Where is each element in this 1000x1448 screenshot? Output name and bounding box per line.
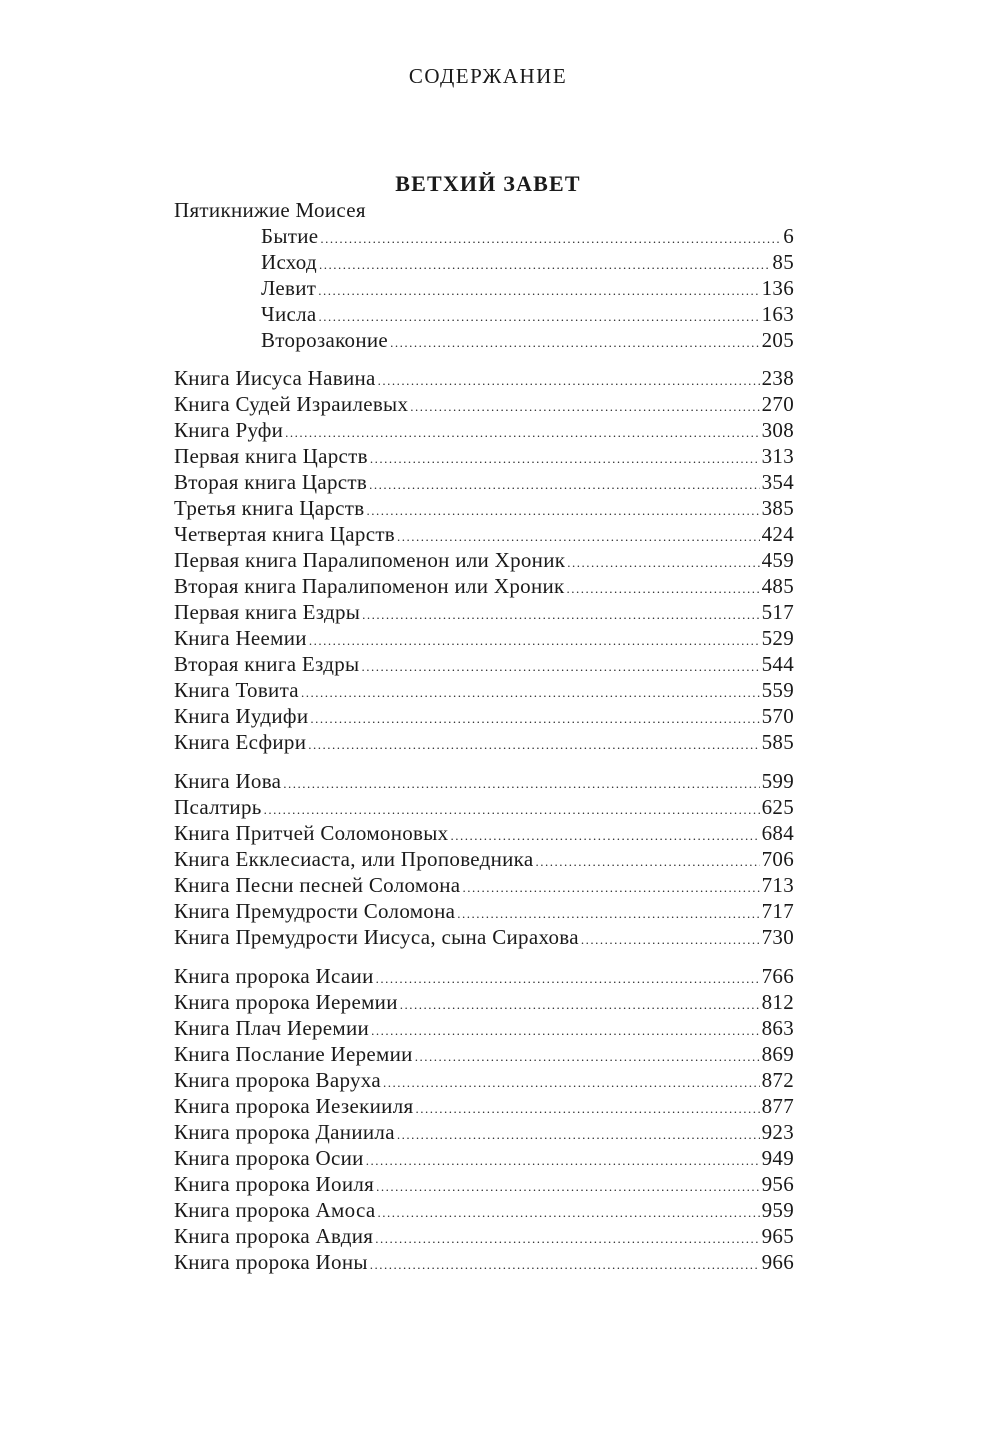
- toc-entry-page: 684: [761, 821, 794, 845]
- dot-leader: [310, 706, 759, 732]
- toc-entry-page: 559: [761, 678, 794, 702]
- toc-entry-page: 459: [761, 548, 794, 572]
- toc-entry[interactable]: [174, 794, 794, 820]
- dot-leader: [415, 1044, 760, 1070]
- dot-leader: [362, 602, 759, 628]
- dot-leader: [370, 446, 760, 472]
- toc-entry-page: 585: [761, 730, 794, 754]
- toc-entry-title: Книга Иудифи: [174, 704, 309, 728]
- toc-entry-page: 163: [761, 302, 794, 326]
- toc-entry-title: Книга Притчей Соломоновых: [174, 821, 449, 845]
- toc-entry[interactable]: [174, 1171, 794, 1197]
- toc-entry-title: Вторая книга Паралипоменон или Хроник: [174, 574, 565, 598]
- dot-leader: [320, 226, 781, 252]
- dot-leader: [462, 875, 759, 901]
- toc-entry[interactable]: [174, 417, 794, 443]
- toc-entry-page: 136: [761, 276, 794, 300]
- toc-entry[interactable]: [261, 223, 794, 249]
- dot-leader: [366, 1148, 760, 1174]
- toc-entry[interactable]: [174, 1223, 794, 1249]
- dot-leader: [567, 576, 760, 602]
- toc-entry-title: Книга Неемии: [174, 626, 307, 650]
- toc-entry-title: Псалтирь: [174, 795, 262, 819]
- toc-entry-page: 877: [761, 1094, 794, 1118]
- dot-leader: [377, 1200, 759, 1226]
- dot-leader: [370, 1252, 760, 1278]
- toc-entry-title: Книга Плач Иеремии: [174, 1016, 370, 1040]
- toc-entry[interactable]: [174, 1067, 794, 1093]
- toc-entry-page: 517: [761, 600, 794, 624]
- toc-entry-page: 6: [783, 224, 794, 248]
- toc-entry[interactable]: [174, 495, 794, 521]
- toc-entry-title: Книга пророка Иоиля: [174, 1172, 375, 1196]
- toc-entry-page: 313: [761, 444, 794, 468]
- toc-entry-title: Третья книга Царств: [174, 496, 365, 520]
- toc-entry-title: Книга Екклесиаста, или Проповедника: [174, 847, 534, 871]
- toc-entry-title: Числа: [261, 302, 317, 326]
- toc-entry-page: 713: [761, 873, 794, 897]
- toc-entry-title: Книга пророка Осии: [174, 1146, 364, 1170]
- page-header: СОДЕРЖАНИЕ: [408, 64, 568, 88]
- pentateuch-list: [174, 223, 794, 353]
- toc-entry[interactable]: [174, 391, 794, 417]
- toc-entry-page: 959: [761, 1198, 794, 1222]
- toc-entry-page: 308: [761, 418, 794, 442]
- dot-leader: [308, 732, 759, 758]
- dot-leader: [318, 278, 759, 304]
- toc-entry[interactable]: [174, 1197, 794, 1223]
- toc-group: [174, 768, 794, 950]
- toc-entry[interactable]: [174, 1119, 794, 1145]
- toc-entry-title: Вторая книга Царств: [174, 470, 368, 494]
- toc-entry-title: Книга Песни песней Соломона: [174, 873, 461, 897]
- toc-entry[interactable]: [174, 469, 794, 495]
- toc-entry-title: Книга пророка Иеремии: [174, 990, 398, 1014]
- toc-entry-title: Книга Руфи: [174, 418, 284, 442]
- toc-entry-page: 385: [761, 496, 794, 520]
- toc-entry-page: 863: [761, 1016, 794, 1040]
- toc-entry-title: Книга пророка Авдия: [174, 1224, 374, 1248]
- toc-entry-page: 544: [761, 652, 794, 676]
- dot-leader: [376, 1174, 759, 1200]
- toc-entry[interactable]: [174, 729, 794, 755]
- toc-entry-page: 238: [761, 366, 794, 390]
- toc-entry-page: 354: [761, 470, 794, 494]
- toc-entry[interactable]: [174, 963, 794, 989]
- toc-entry[interactable]: [174, 989, 794, 1015]
- toc-entry-title: Первая книга Паралипоменон или Хроник: [174, 548, 566, 572]
- toc-entry[interactable]: [174, 443, 794, 469]
- dot-leader: [410, 394, 759, 420]
- dot-leader: [390, 330, 760, 356]
- toc-entry-page: 965: [761, 1224, 794, 1248]
- dot-leader: [371, 1018, 760, 1044]
- toc-entry-page: 570: [761, 704, 794, 728]
- toc-group: [174, 963, 794, 1275]
- section-title: ВЕТХИЙ ЗАВЕТ: [395, 171, 581, 196]
- toc-entry-page: 625: [761, 795, 794, 819]
- toc-entry-title: Книга Иова: [174, 769, 282, 793]
- toc-entry-page: 949: [761, 1146, 794, 1170]
- toc-entry-title: Книга Послание Иеремии: [174, 1042, 413, 1066]
- toc-entry[interactable]: [174, 1015, 794, 1041]
- toc-entry[interactable]: [174, 846, 794, 872]
- dot-leader: [369, 472, 759, 498]
- toc-entry-page: 424: [761, 522, 794, 546]
- dot-leader: [536, 849, 760, 875]
- toc-entry-title: Книга пророка Иезекииля: [174, 1094, 414, 1118]
- toc-entry-page: 869: [761, 1042, 794, 1066]
- toc-entry-page: 766: [761, 964, 794, 988]
- toc-entry-title: Левит: [261, 276, 317, 300]
- toc-entry[interactable]: [174, 703, 794, 729]
- dot-leader: [309, 628, 760, 654]
- toc-entry-title: Книга Есфири: [174, 730, 307, 754]
- dot-leader: [366, 498, 759, 524]
- dot-leader: [415, 1096, 759, 1122]
- toc-entry[interactable]: [174, 820, 794, 846]
- dot-leader: [378, 368, 760, 394]
- toc-entry-title: Первая книга Царств: [174, 444, 368, 468]
- toc-entry[interactable]: [261, 249, 794, 275]
- toc-entry[interactable]: [174, 677, 794, 703]
- dot-leader: [376, 966, 760, 992]
- dot-leader: [383, 1070, 760, 1096]
- toc-entry-title: Бытие: [261, 224, 319, 248]
- dot-leader: [397, 1122, 760, 1148]
- toc-entry-title: Книга пророка Варуха: [174, 1068, 381, 1092]
- toc-entry-title: Второзаконие: [261, 328, 389, 352]
- toc-entry-title: Книга Товита: [174, 678, 299, 702]
- toc-entry-page: 966: [761, 1250, 794, 1274]
- toc-entry-page: 706: [761, 847, 794, 871]
- toc-entry-page: 812: [761, 990, 794, 1014]
- toc-entry-page: 85: [772, 250, 794, 274]
- toc-entry[interactable]: [261, 327, 794, 353]
- toc-group: [174, 365, 794, 755]
- toc-entry-title: Книга Судей Израилевых: [174, 392, 409, 416]
- toc-entry-title: Четвертая книга Царств: [174, 522, 396, 546]
- dot-leader: [375, 1226, 759, 1252]
- toc-entry-page: 923: [761, 1120, 794, 1144]
- dot-leader: [301, 680, 760, 706]
- toc-entry[interactable]: [174, 1249, 794, 1275]
- table-of-contents: [174, 197, 794, 1275]
- toc-entry-page: 872: [761, 1068, 794, 1092]
- toc-entry[interactable]: [174, 1041, 794, 1067]
- toc-entry[interactable]: [174, 625, 794, 651]
- toc-entry-page: 485: [761, 574, 794, 598]
- dot-leader: [567, 550, 759, 576]
- toc-entry[interactable]: [174, 898, 794, 924]
- dot-leader: [283, 771, 759, 797]
- dot-leader: [361, 654, 759, 680]
- toc-entry-title: Книга Премудрости Соломона: [174, 899, 456, 923]
- toc-entry[interactable]: [174, 768, 794, 794]
- toc-entry-title: Книга пророка Амоса: [174, 1198, 376, 1222]
- toc-entry-title: Первая книга Ездры: [174, 600, 361, 624]
- toc-entry-title: Книга Иисуса Навина: [174, 366, 376, 390]
- toc-entry[interactable]: [174, 924, 794, 950]
- toc-entry-page: 599: [761, 769, 794, 793]
- toc-entry[interactable]: [174, 872, 794, 898]
- toc-entry-title: Книга Премудрости Иисуса, сына Сирахова: [174, 925, 579, 949]
- toc-entry[interactable]: [174, 573, 794, 599]
- dot-leader: [581, 927, 760, 953]
- toc-entry[interactable]: [174, 547, 794, 573]
- toc-entry-title: Книга пророка Ионы: [174, 1250, 368, 1274]
- toc-entry[interactable]: [261, 275, 794, 301]
- toc-entry[interactable]: [174, 521, 794, 547]
- toc-entry[interactable]: [174, 1145, 794, 1171]
- pentateuch-title: Пятикнижие Моисея: [174, 198, 366, 222]
- toc-entry[interactable]: [174, 365, 794, 391]
- toc-entry[interactable]: [174, 1093, 794, 1119]
- toc-entry-page: 956: [761, 1172, 794, 1196]
- toc-entry-title: Исход: [261, 250, 317, 274]
- toc-entry[interactable]: [174, 599, 794, 625]
- toc-entry[interactable]: [261, 301, 794, 327]
- toc-entry-page: 730: [761, 925, 794, 949]
- toc-entry-title: Книга пророка Даниила: [174, 1120, 395, 1144]
- dot-leader: [400, 992, 760, 1018]
- dot-leader: [319, 252, 770, 278]
- toc-entry-title: Книга пророка Исаии: [174, 964, 374, 988]
- toc-entry-page: 205: [761, 328, 794, 352]
- toc-entry-title: Вторая книга Ездры: [174, 652, 360, 676]
- toc-entry[interactable]: [174, 651, 794, 677]
- toc-entry-page: 717: [761, 899, 794, 923]
- toc-groups: [174, 365, 794, 1275]
- toc-entry-page: 270: [761, 392, 794, 416]
- toc-entry-page: 529: [761, 626, 794, 650]
